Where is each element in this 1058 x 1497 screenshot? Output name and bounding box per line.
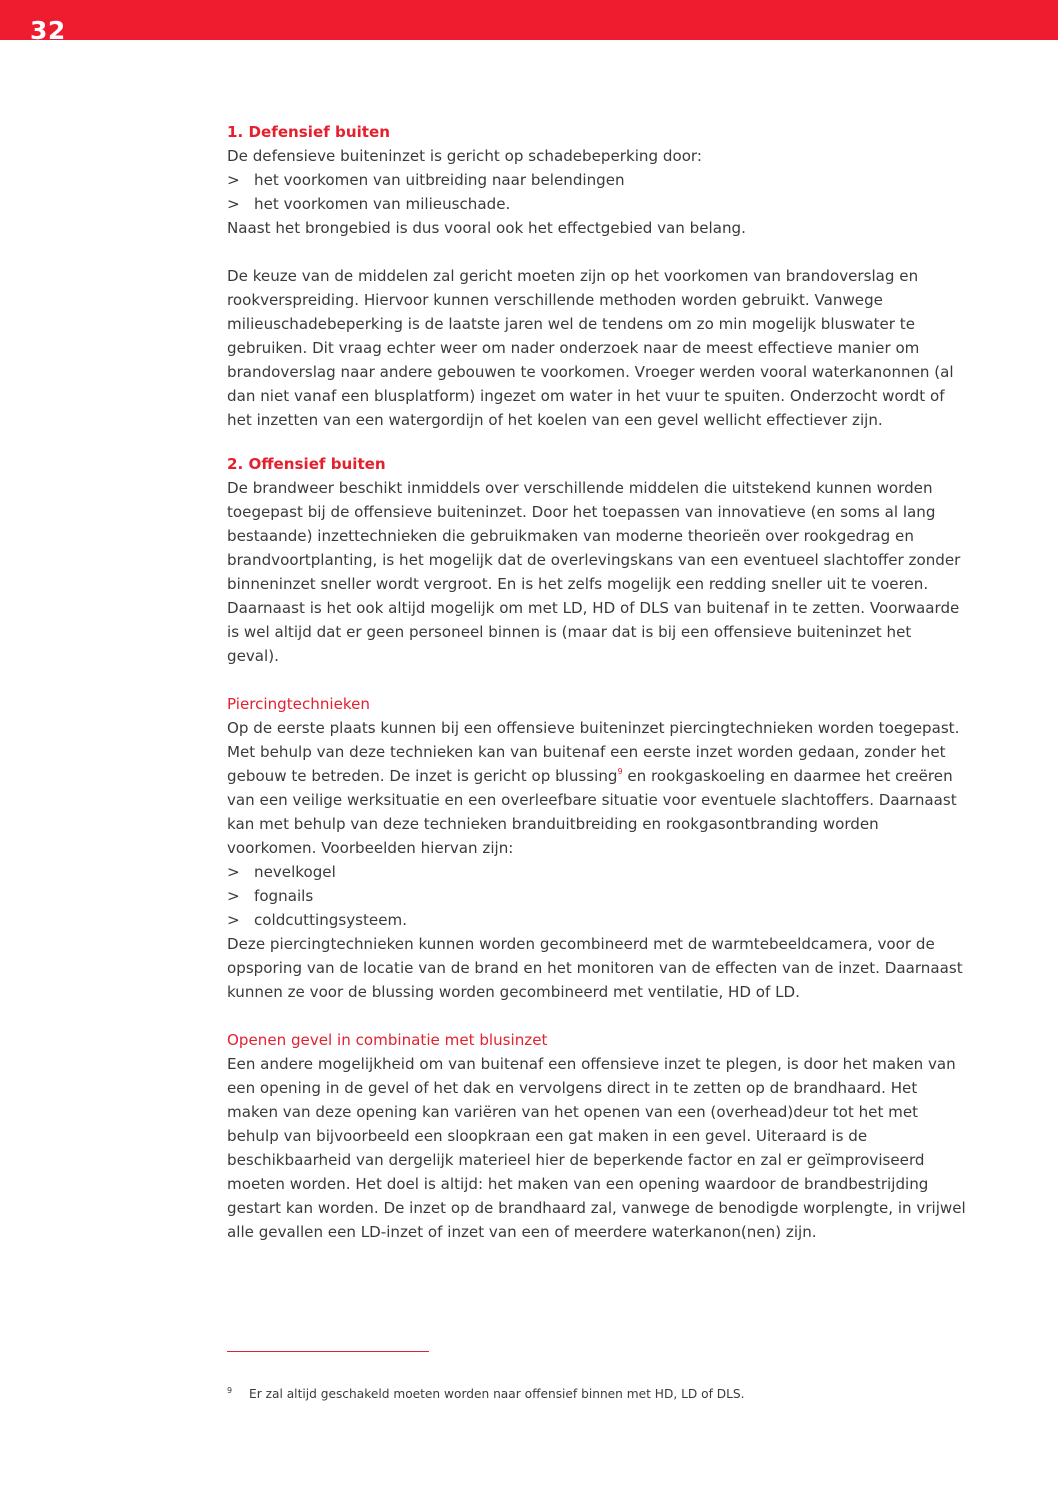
bullet-marker: > <box>227 863 240 881</box>
defensief-intro: De defensieve buiteninzet is gericht op schadebeperking door: <box>227 147 702 165</box>
piercing-bullet-list <box>227 860 967 932</box>
piercing-text-before: Op de eerste plaats kunnen bij een offensieve buiteninzet piercingtechnieken worden toegepast. Met behulp van deze technieken kan van buitenaf een eerste inzet worden gedaan, zonder het gebouw te betreden. De inzet is gericht op blussing <box>227 719 960 785</box>
list-item-text: het voorkomen van milieuschade. <box>254 195 511 213</box>
list-item <box>227 860 967 884</box>
bullet-marker: > <box>227 195 240 213</box>
piercing-closing: Deze piercingtechnieken kunnen worden gecombineerd met de warmtebeeldcamera, voor de opsporing van de locatie van de brand en het monitoren van de effecten van de inzet. Daarnaast kunnen ze voor de blussing worden gecombineerd met ventilatie, HD of LD. <box>227 935 963 1001</box>
heading-defensief-buiten: 1. Defensief buiten <box>227 123 390 141</box>
defensief-bullet-list <box>227 168 967 216</box>
list-item <box>227 168 967 192</box>
gevel-paragraph: Een andere mogelijkheid om van buitenaf een offensieve inzet te plegen, is door het maken van een opening in de gevel of het dak en vervolgens direct in te zetten op de brandhaard. Het maken van deze opening kan variëren van het openen van een (overhead)deur tot het met behulp van bijvoorbeeld een sloopkraan een gat maken in een gevel. Uiteraard is de beschikbaarheid van dergelijk materieel hier de beperkende factor en zal er geïmproviseerd moeten worden. Het doel is altijd: het maken van een opening waardoor de brandbestrijding gestart kan worden. De inzet op de brandhaard zal, vanwege de benodigde worplengte, in vrijwel alle gevallen een LD-inzet of inzet van een of meerdere waterkanon(nen) zijn. <box>227 1055 966 1241</box>
page-number: 32 <box>30 16 66 45</box>
footnote-divider <box>227 1351 429 1352</box>
piercing-paragraph <box>227 716 967 860</box>
list-item-text: het voorkomen van uitbreiding naar belendingen <box>254 171 625 189</box>
list-item <box>227 192 967 216</box>
defensief-paragraph: De keuze van de middelen zal gericht moeten zijn op het voorkomen van brandoverslag en rookverspreiding. Hiervoor kunnen verschillende methoden worden gebruikt. Vanwege milieuschadebeperking is de laatste jaren wel de tendens om zo min mogelijk bluswater te gebruiken. Dit vraag echter weer om nader onderzoek naar de meest effectieve manier om brandoverslag naar andere gebouwen te voorkomen. Vroeger werden vooral waterkanonnen (al dan niet vanaf een blusplatform) ingezet om water in het vuur te spuiten. Onderzocht wordt of het inzetten van een watergordijn of het koelen van een gevel wellicht effectiever zijn. <box>227 267 954 429</box>
footnote-number: 9 <box>227 1386 233 1395</box>
heading-openen-gevel: Openen gevel in combinatie met blusinzet <box>227 1031 548 1049</box>
list-item-text: nevelkogel <box>254 863 336 881</box>
heading-piercingtechnieken: Piercingtechnieken <box>227 695 370 713</box>
top-bar <box>0 0 1058 40</box>
footnote-text: Er zal altijd geschakeld moeten worden naar offensief binnen met HD, LD of DLS. <box>249 1387 745 1401</box>
offensief-paragraph: De brandweer beschikt inmiddels over verschillende middelen die uitstekend kunnen worden toegepast bij de offensieve buiteninzet. Door het toepassen van innovatieve (en soms al lang bestaande) inzettechnieken die gebruikmaken van moderne theorieën over rookgedrag en brandvoortplanting, is het mogelijk dat de overlevingskans van een eventueel slachtoffer zonder binneninzet sneller wordt vergroot. En is het zelfs mogelijk een redding sneller uit te voeren. Daarnaast is het ook altijd mogelijk om met LD, HD of DLS van buitenaf in te zetten. Voorwaarde is wel altijd dat er geen personeel binnen is (maar dat is bij een offensieve buiteninzet het geval). <box>227 479 961 665</box>
defensief-closing: Naast het brongebied is dus vooral ook het effectgebied van belang. <box>227 219 746 237</box>
list-item-text: fognails <box>254 887 314 905</box>
bullet-marker: > <box>227 887 240 905</box>
page-content <box>227 120 967 1244</box>
footnote-reference[interactable]: 9 <box>617 767 623 776</box>
heading-offensief-buiten: 2. Offensief buiten <box>227 455 386 473</box>
list-item-text: coldcuttingsysteem. <box>254 911 408 929</box>
list-item <box>227 908 967 932</box>
bullet-marker: > <box>227 911 240 929</box>
bullet-marker: > <box>227 171 240 189</box>
list-item <box>227 884 967 908</box>
piercing-text-after: en rookgaskoeling en daarmee het creëren van een veilige werksituatie en een overleefbare situatie voor eventuele slachtoffers. Daarnaast kan met behulp van deze technieken branduitbreiding en rookgasontbranding worden voorkomen. Voorbeelden hiervan zijn: <box>227 767 957 857</box>
